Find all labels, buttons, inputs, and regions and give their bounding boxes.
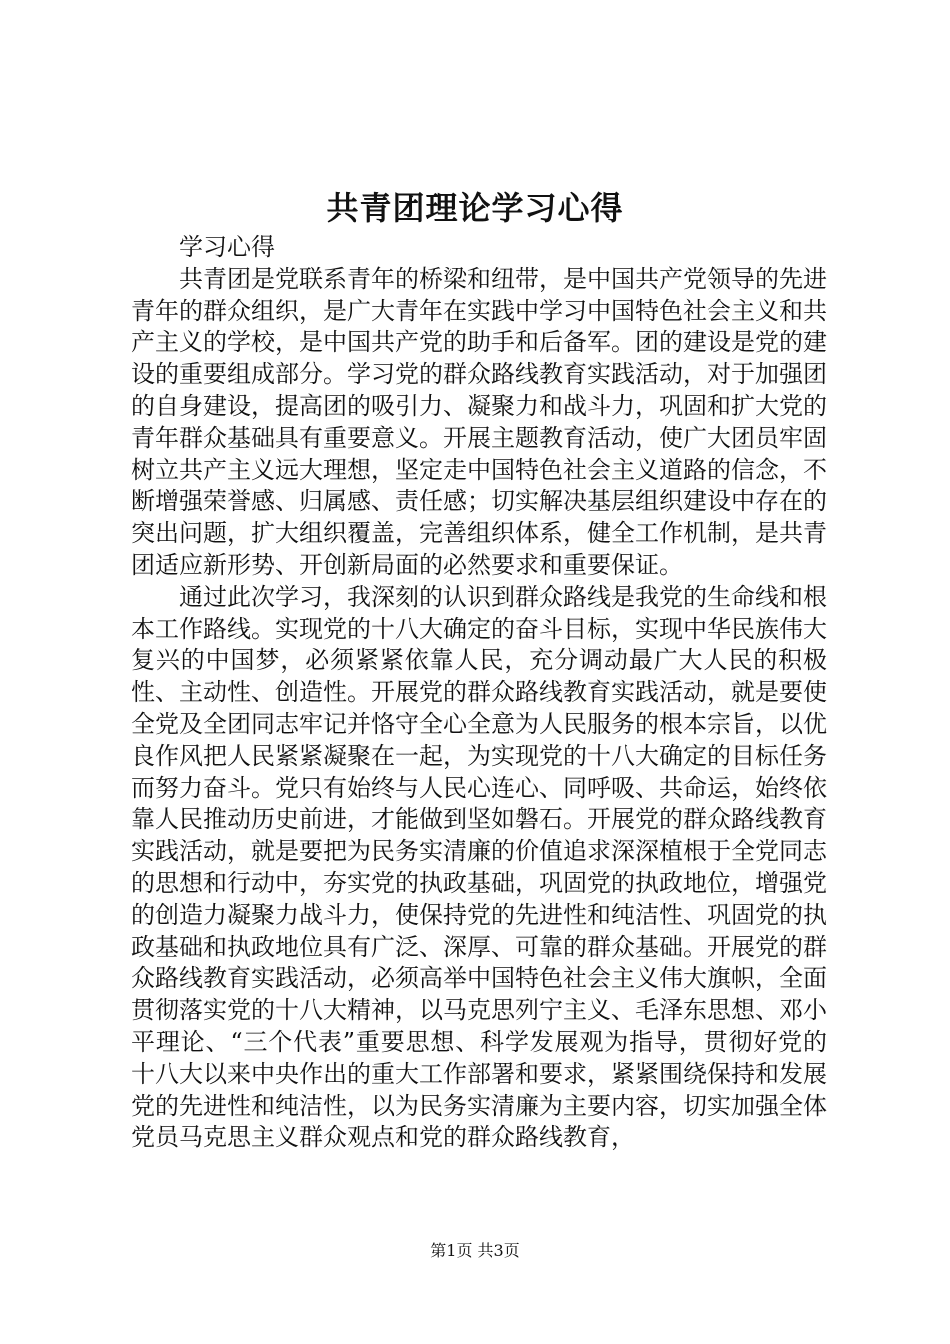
- page-footer: 第1页 共3页: [430, 1241, 520, 1260]
- paragraph-1: 共青团是党联系青年的桥梁和纽带，是中国共产党领导的先进青年的群众组织，是广大青年在实践中学习中国特色社会主义和共产主义的学校，是中国共产党的助手和后备军。团的建设是党的建设的重要组成部分。学习党的群众路线教育实践活动，对于加强团的自身建设，提高团的吸引力、凝聚力和战斗力，巩固和扩大党的青年群众基础具有重要意义。开展主题教育活动，使广大团员牢固树立共产主义远大理想，坚定走中国特色社会主义道路的信念，不断增强荣誉感、归属感、责任感；切实解决基层组织建设中存在的突出问题，扩大组织覆盖，完善组织体系，健全工作机制，是共青团适应新形势、开创新局面的必然要求和重要保证。: [131, 264, 827, 579]
- paragraph-2: 通过此次学习，我深刻的认识到群众路线是我党的生命线和根本工作路线。实现党的十八大确定的奋斗目标，实现中华民族伟大复兴的中国梦，必须紧紧依靠人民，充分调动最广大人民的积极性、主动性、创造性。开展党的群众路线教育实践活动，就是要使全党及全团同志牢记并恪守全心全意为人民服务的根本宗旨，以优良作风把人民紧紧凝聚在一起，为实现党的十八大确定的目标任务而努力奋斗。党只有始终与人民心连心、同呼吸、共命运，始终依靠人民推动历史前进，才能做到坚如磐石。开展党的群众路线教育实践活动，就是要把为民务实清廉的价值追求深深植根于全党同志的思想和行动中，夯实党的执政基础，巩固党的执政地位，增强党的创造力凝聚力战斗力，使保持党的先进性和纯洁性、巩固党的执政基础和执政地位具有广泛、深厚、可靠的群众基础。开展党的群众路线教育实践活动，必须高举中国特色社会主义伟大旗帜，全面贯彻落实党的十八大精神，以马克思列宁主义、毛泽东思想、邓小平理论、“三个代表”重要思想、科学发展观为指导，贯彻好党的十八大以来中央作出的重大工作部署和要求，紧紧围绕保持和发展党的先进性和纯洁性，以为民务实清廉为主要内容，切实加强全体党员马克思主义群众观点和党的群众路线教育，: [131, 582, 827, 1152]
- document-body: [131, 232, 827, 1154]
- paragraph-subtitle: 学习心得: [179, 233, 275, 261]
- document-title: 共青团理论学习心得: [326, 189, 624, 227]
